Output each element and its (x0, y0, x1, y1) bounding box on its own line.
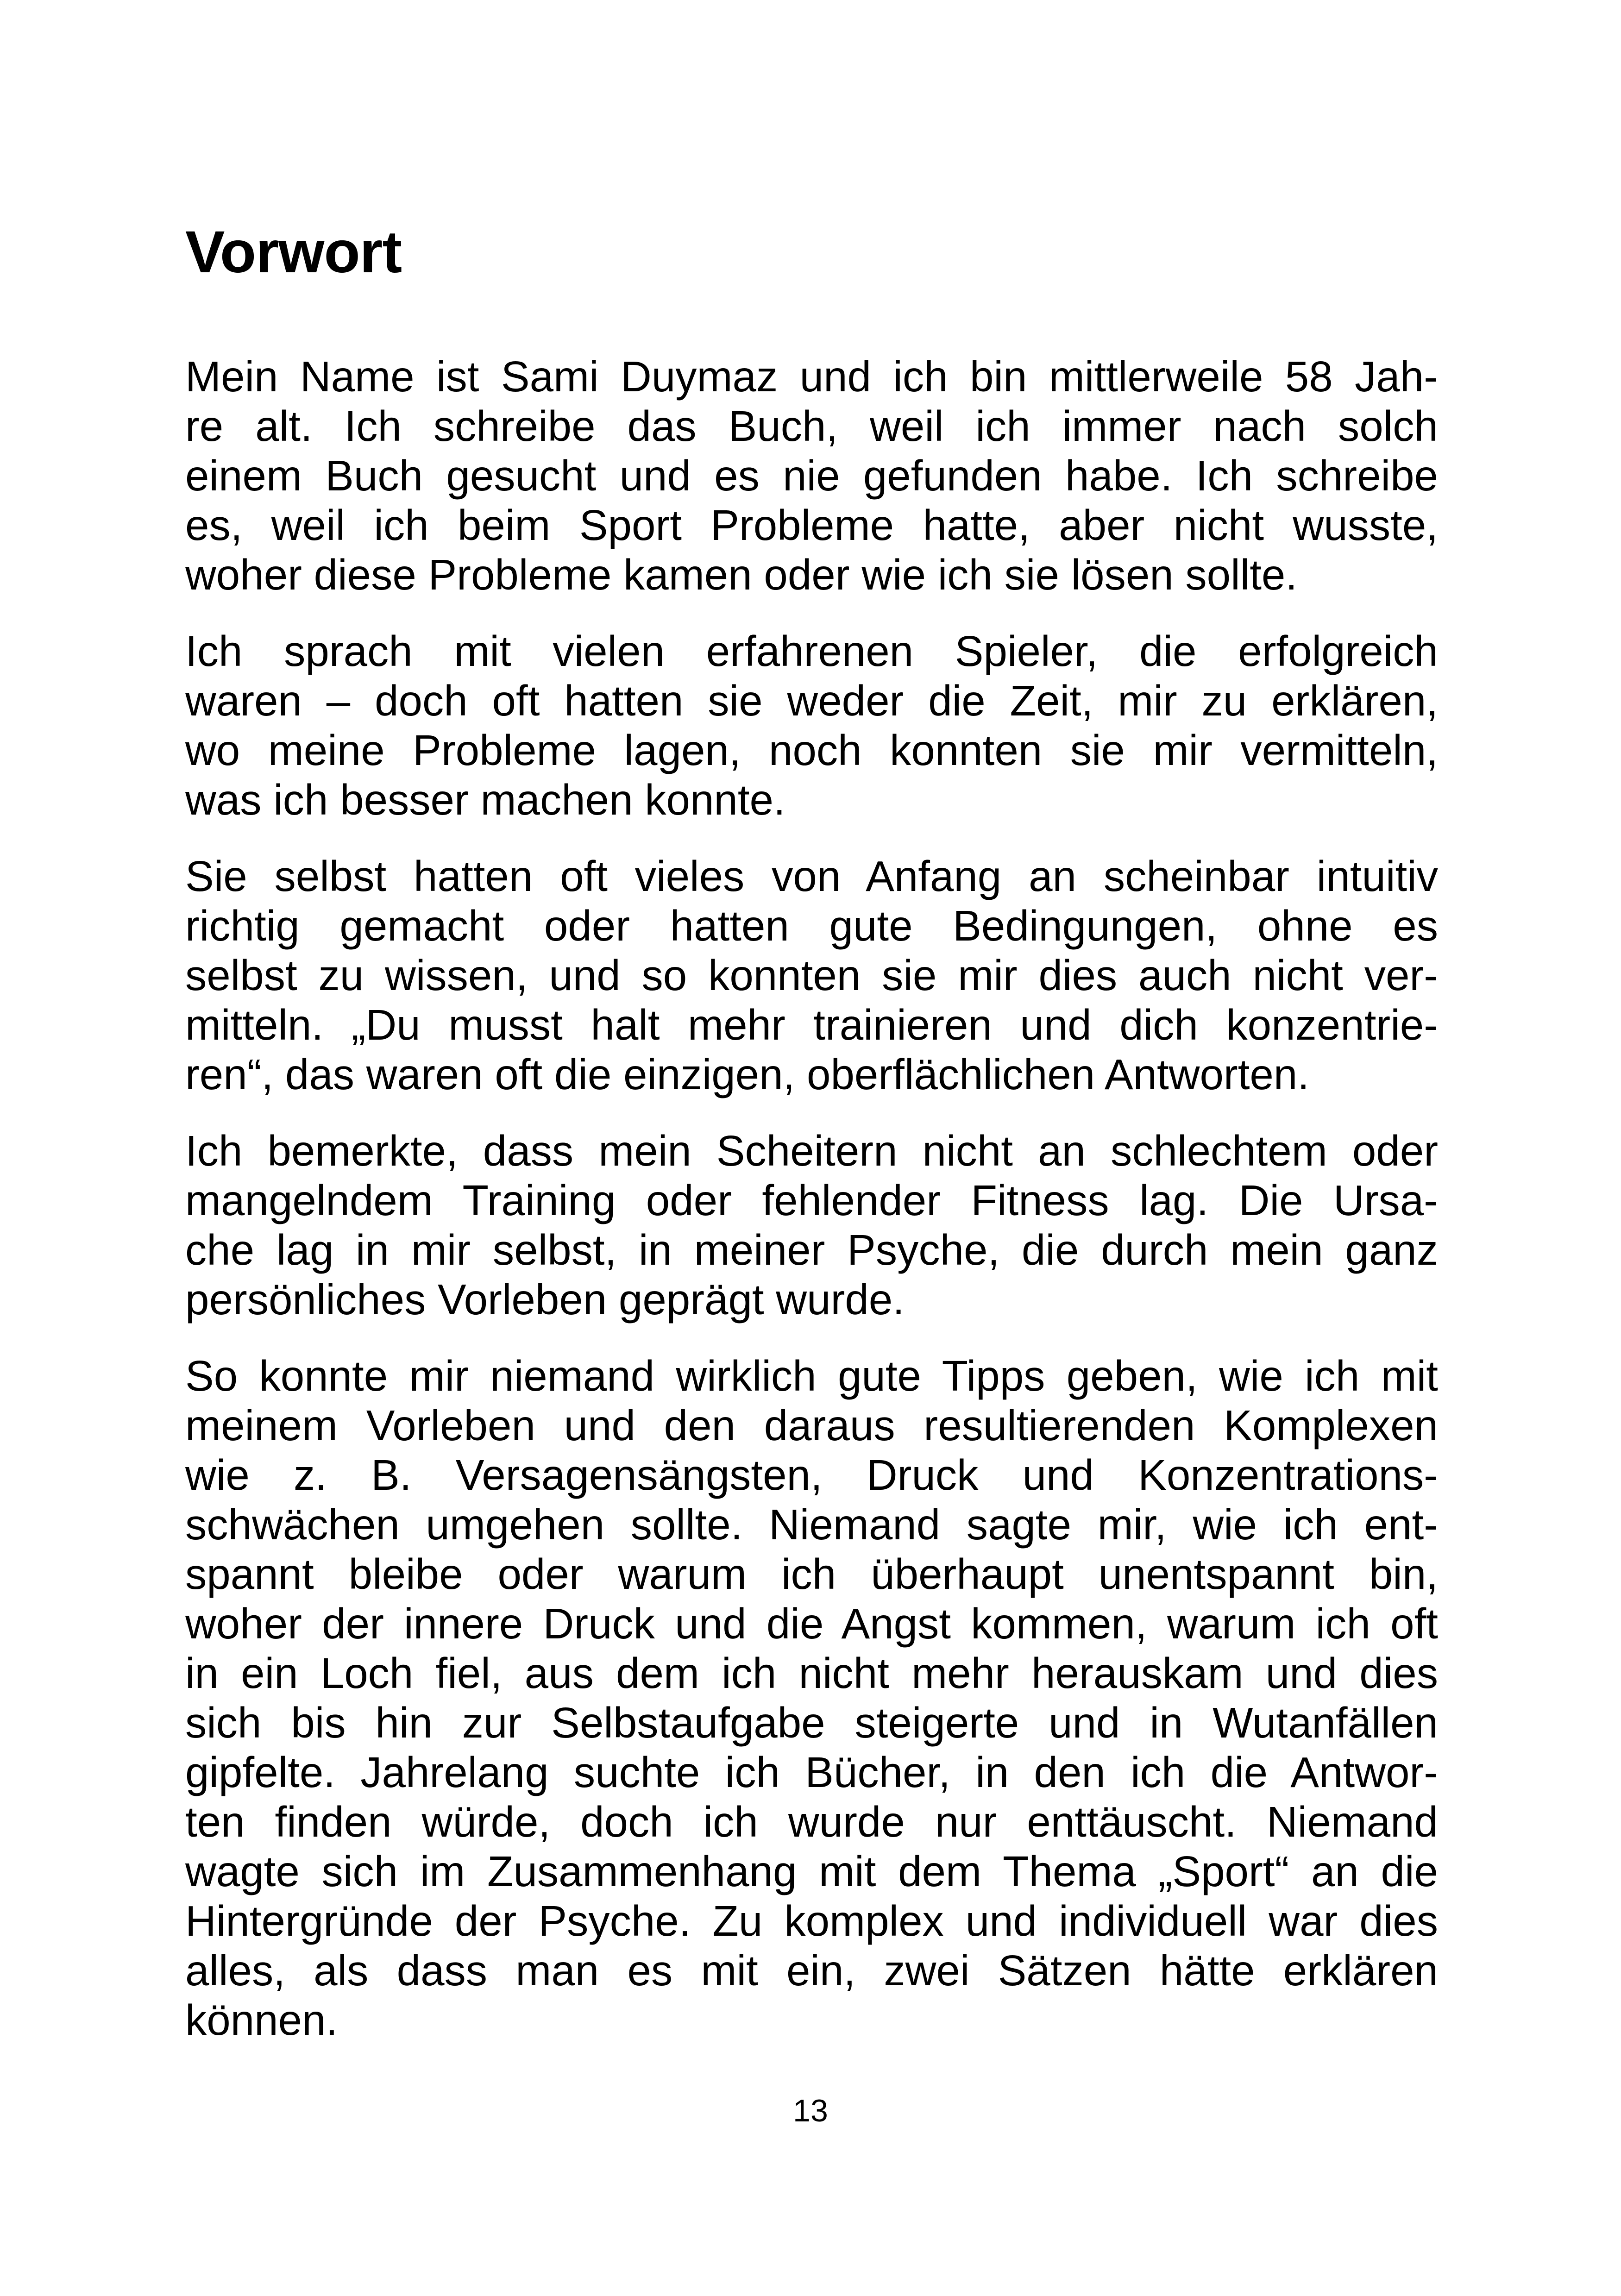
text-line: sich bis hin zur Selbstaufgabe steigerte und in Wutanfällen (185, 1699, 1438, 1747)
text-line: was ich besser machen konnte. (185, 776, 785, 824)
text-line: einem Buch gesucht und es nie gefunden habe. Ich schreibe (185, 452, 1438, 500)
text-line: wo meine Probleme lagen, noch konnten sie mir vermitteln, (185, 726, 1438, 774)
text-line: ten finden würde, doch ich wurde nur enttäuscht. Niemand (185, 1798, 1438, 1846)
text-line: Sie selbst hatten oft vieles von Anfang an scheinbar intuitiv (185, 852, 1438, 900)
text-line: Ich sprach mit vielen erfahrenen Spieler, die erfolgreich (185, 627, 1438, 675)
text-line: wagte sich im Zusammenhang mit dem Thema „Sport“ an die (185, 1847, 1438, 1895)
text-line: Mein Name ist Sami Duymaz und ich bin mittlerweile 58 Jah- (185, 352, 1438, 401)
paragraph (185, 627, 1438, 825)
text-line: richtig gemacht oder hatten gute Bedingungen, ohne es (185, 902, 1438, 950)
text-line: gipfelte. Jahrelang suchte ich Bücher, in den ich die Antwor- (185, 1748, 1438, 1796)
text-line: che lag in mir selbst, in meiner Psyche, die durch mein ganz (185, 1226, 1438, 1274)
text-line: können. (185, 1996, 338, 2044)
paragraph (185, 852, 1438, 1099)
paragraph (185, 1126, 1438, 1324)
text-line: in ein Loch fiel, aus dem ich nicht mehr herauskam und dies (185, 1649, 1438, 1697)
text-line: Ich bemerkte, dass mein Scheitern nicht an schlechtem oder (185, 1127, 1438, 1175)
text-line: wie z. B. Versagensängsten, Druck und Konzentrations- (185, 1451, 1438, 1499)
text-line: woher der innere Druck und die Angst kommen, warum ich oft (185, 1600, 1438, 1648)
text-line: meinem Vorleben und den daraus resultierenden Komplexen (185, 1401, 1438, 1449)
text-line: re alt. Ich schreibe das Buch, weil ich immer nach solch (185, 402, 1438, 450)
body-text (185, 352, 1438, 2072)
text-line: Hintergründe der Psyche. Zu komplex und individuell war dies (185, 1897, 1438, 1945)
text-line: schwächen umgehen sollte. Niemand sagte mir, wie ich ent- (185, 1500, 1438, 1549)
paragraph (185, 1351, 1438, 2045)
text-line: selbst zu wissen, und so konnten sie mir dies auch nicht ver- (185, 951, 1438, 999)
text-line: mitteln. „Du musst halt mehr trainieren und dich konzentrie- (185, 1001, 1438, 1049)
text-line: es, weil ich beim Sport Probleme hatte, aber nicht wusste, (185, 501, 1438, 549)
text-line: mangelndem Training oder fehlender Fitness lag. Die Ursa- (185, 1176, 1438, 1224)
page-number: 13 (793, 2093, 828, 2128)
text-line: alles, als dass man es mit ein, zwei Sätzen hätte erklären (185, 1946, 1438, 1995)
chapter-heading: Vorwort (185, 219, 402, 285)
text-line: So konnte mir niemand wirklich gute Tipps geben, wie ich mit (185, 1352, 1438, 1400)
text-line: waren – doch oft hatten sie weder die Zeit, mir zu erklären, (185, 677, 1438, 725)
text-line: woher diese Probleme kamen oder wie ich sie lösen sollte. (185, 551, 1298, 599)
paragraph (185, 352, 1438, 600)
text-line: persönliches Vorleben geprägt wurde. (185, 1275, 905, 1324)
text-line: ren“, das waren oft die einzigen, oberflächlichen Antworten. (185, 1050, 1309, 1098)
text-line: spannt bleibe oder warum ich überhaupt unentspannt bin, (185, 1550, 1438, 1598)
